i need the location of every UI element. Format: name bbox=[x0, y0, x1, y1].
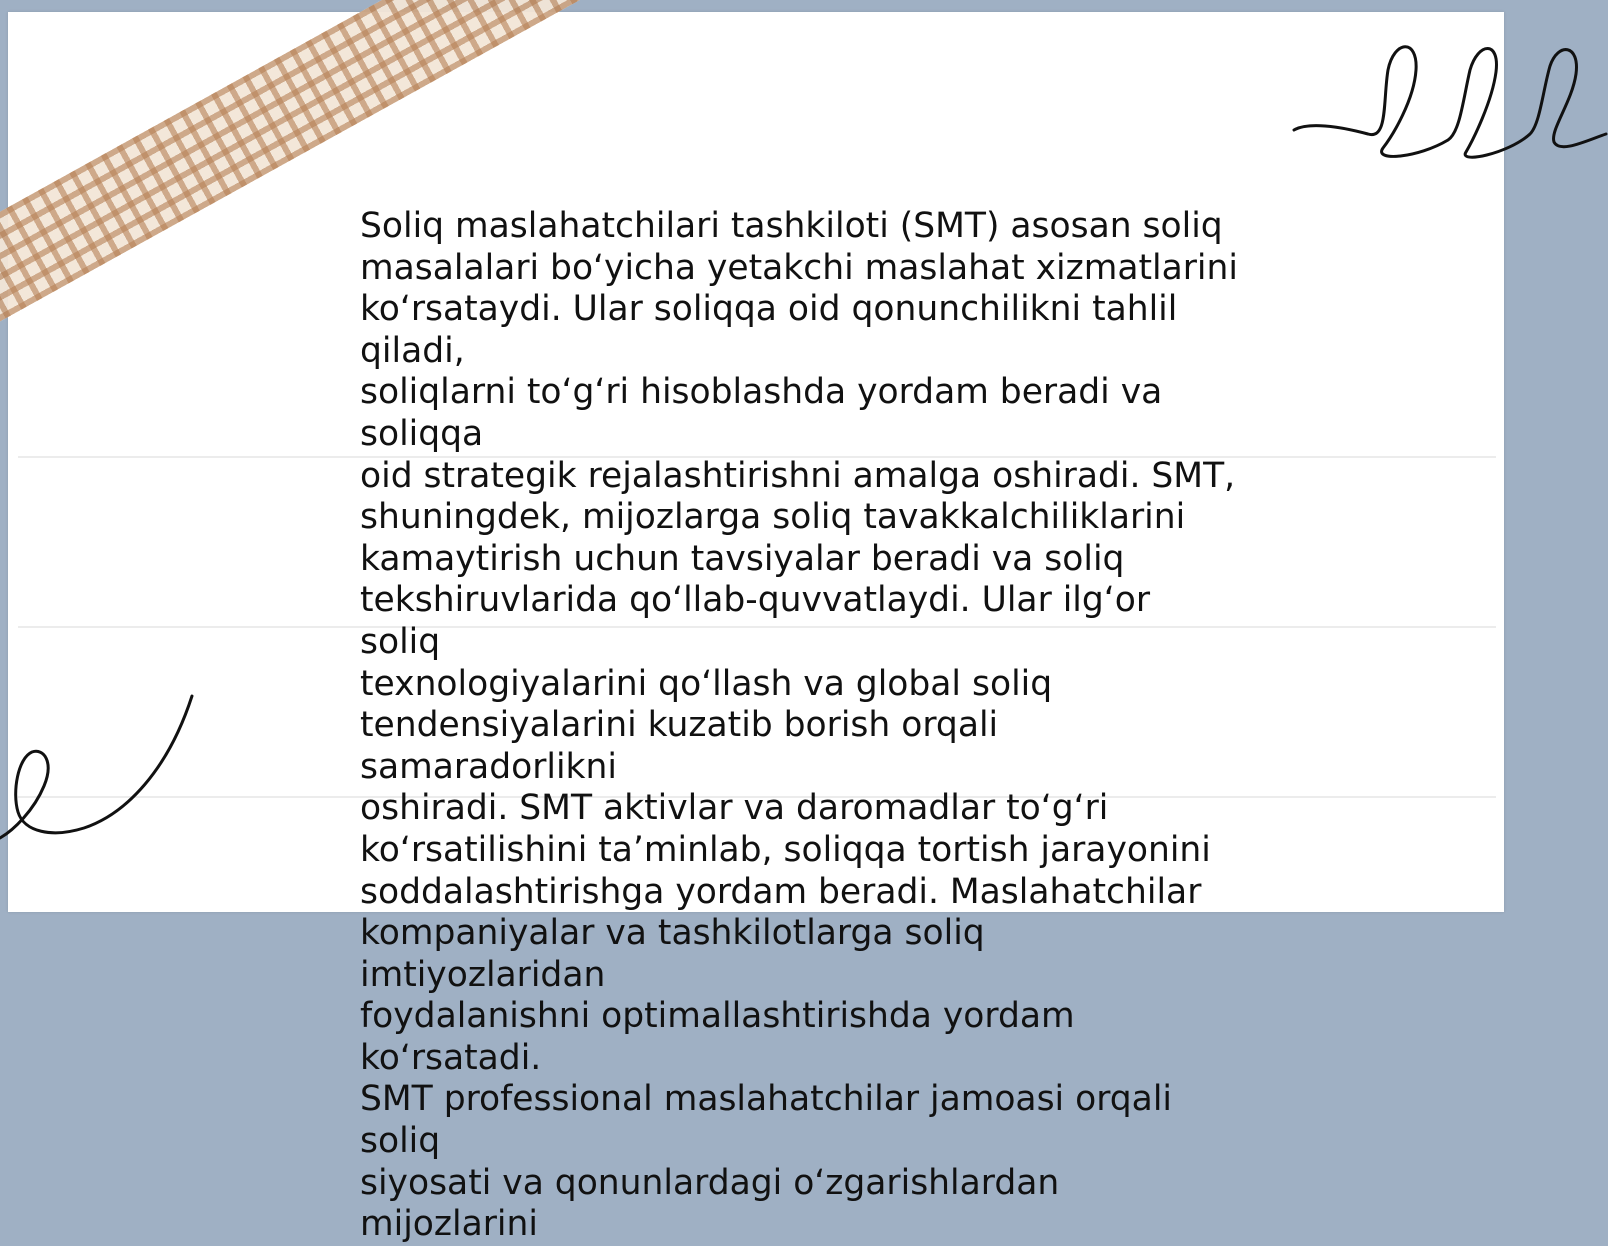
loop-scribble-doodle bbox=[1288, 30, 1608, 170]
body-paragraph: Soliq maslahatchilari tashkiloti (SMT) asosan soliq masalalari bo‘yicha yetakchi maslahat xizmatlarini ko‘rsataydi. Ular soliqqa oid qonunchilikni tahlil qiladi, soliqlarni to‘g‘ri hisoblashda yordam beradi va soliqqa oid strategik rejalashtirishni amalga oshiradi. SMT, shuningdek, mijozlarga soliq tavakkalchiliklarini kamaytirish uchun tavsiyalar beradi va soliq tekshiruvlarida qo‘llab-quvvatlaydi. Ular ilg‘or soliq texnologiyalarini qo‘llash va global soliq tendensiyalarini kuzatib borish orqali samaradorlikni oshiradi. SMT aktivlar va daromadlar to‘g‘ri ko‘rsatilishini ta’minlab, soliqqa tortish jarayonini soddalashtirishga yordam beradi. Maslahatchilar kompaniyalar va tashkilotlarga soliq imtiyozlaridan foydalanishni optimallashtirishda yordam ko‘rsatadi. SMT professional maslahatchilar jamoasi orqali soliq siyosati va qonunlardagi o‘zgarishlardan mijozlarini bbox=[360, 206, 1238, 1245]
swoosh-scribble-doodle bbox=[0, 690, 200, 850]
